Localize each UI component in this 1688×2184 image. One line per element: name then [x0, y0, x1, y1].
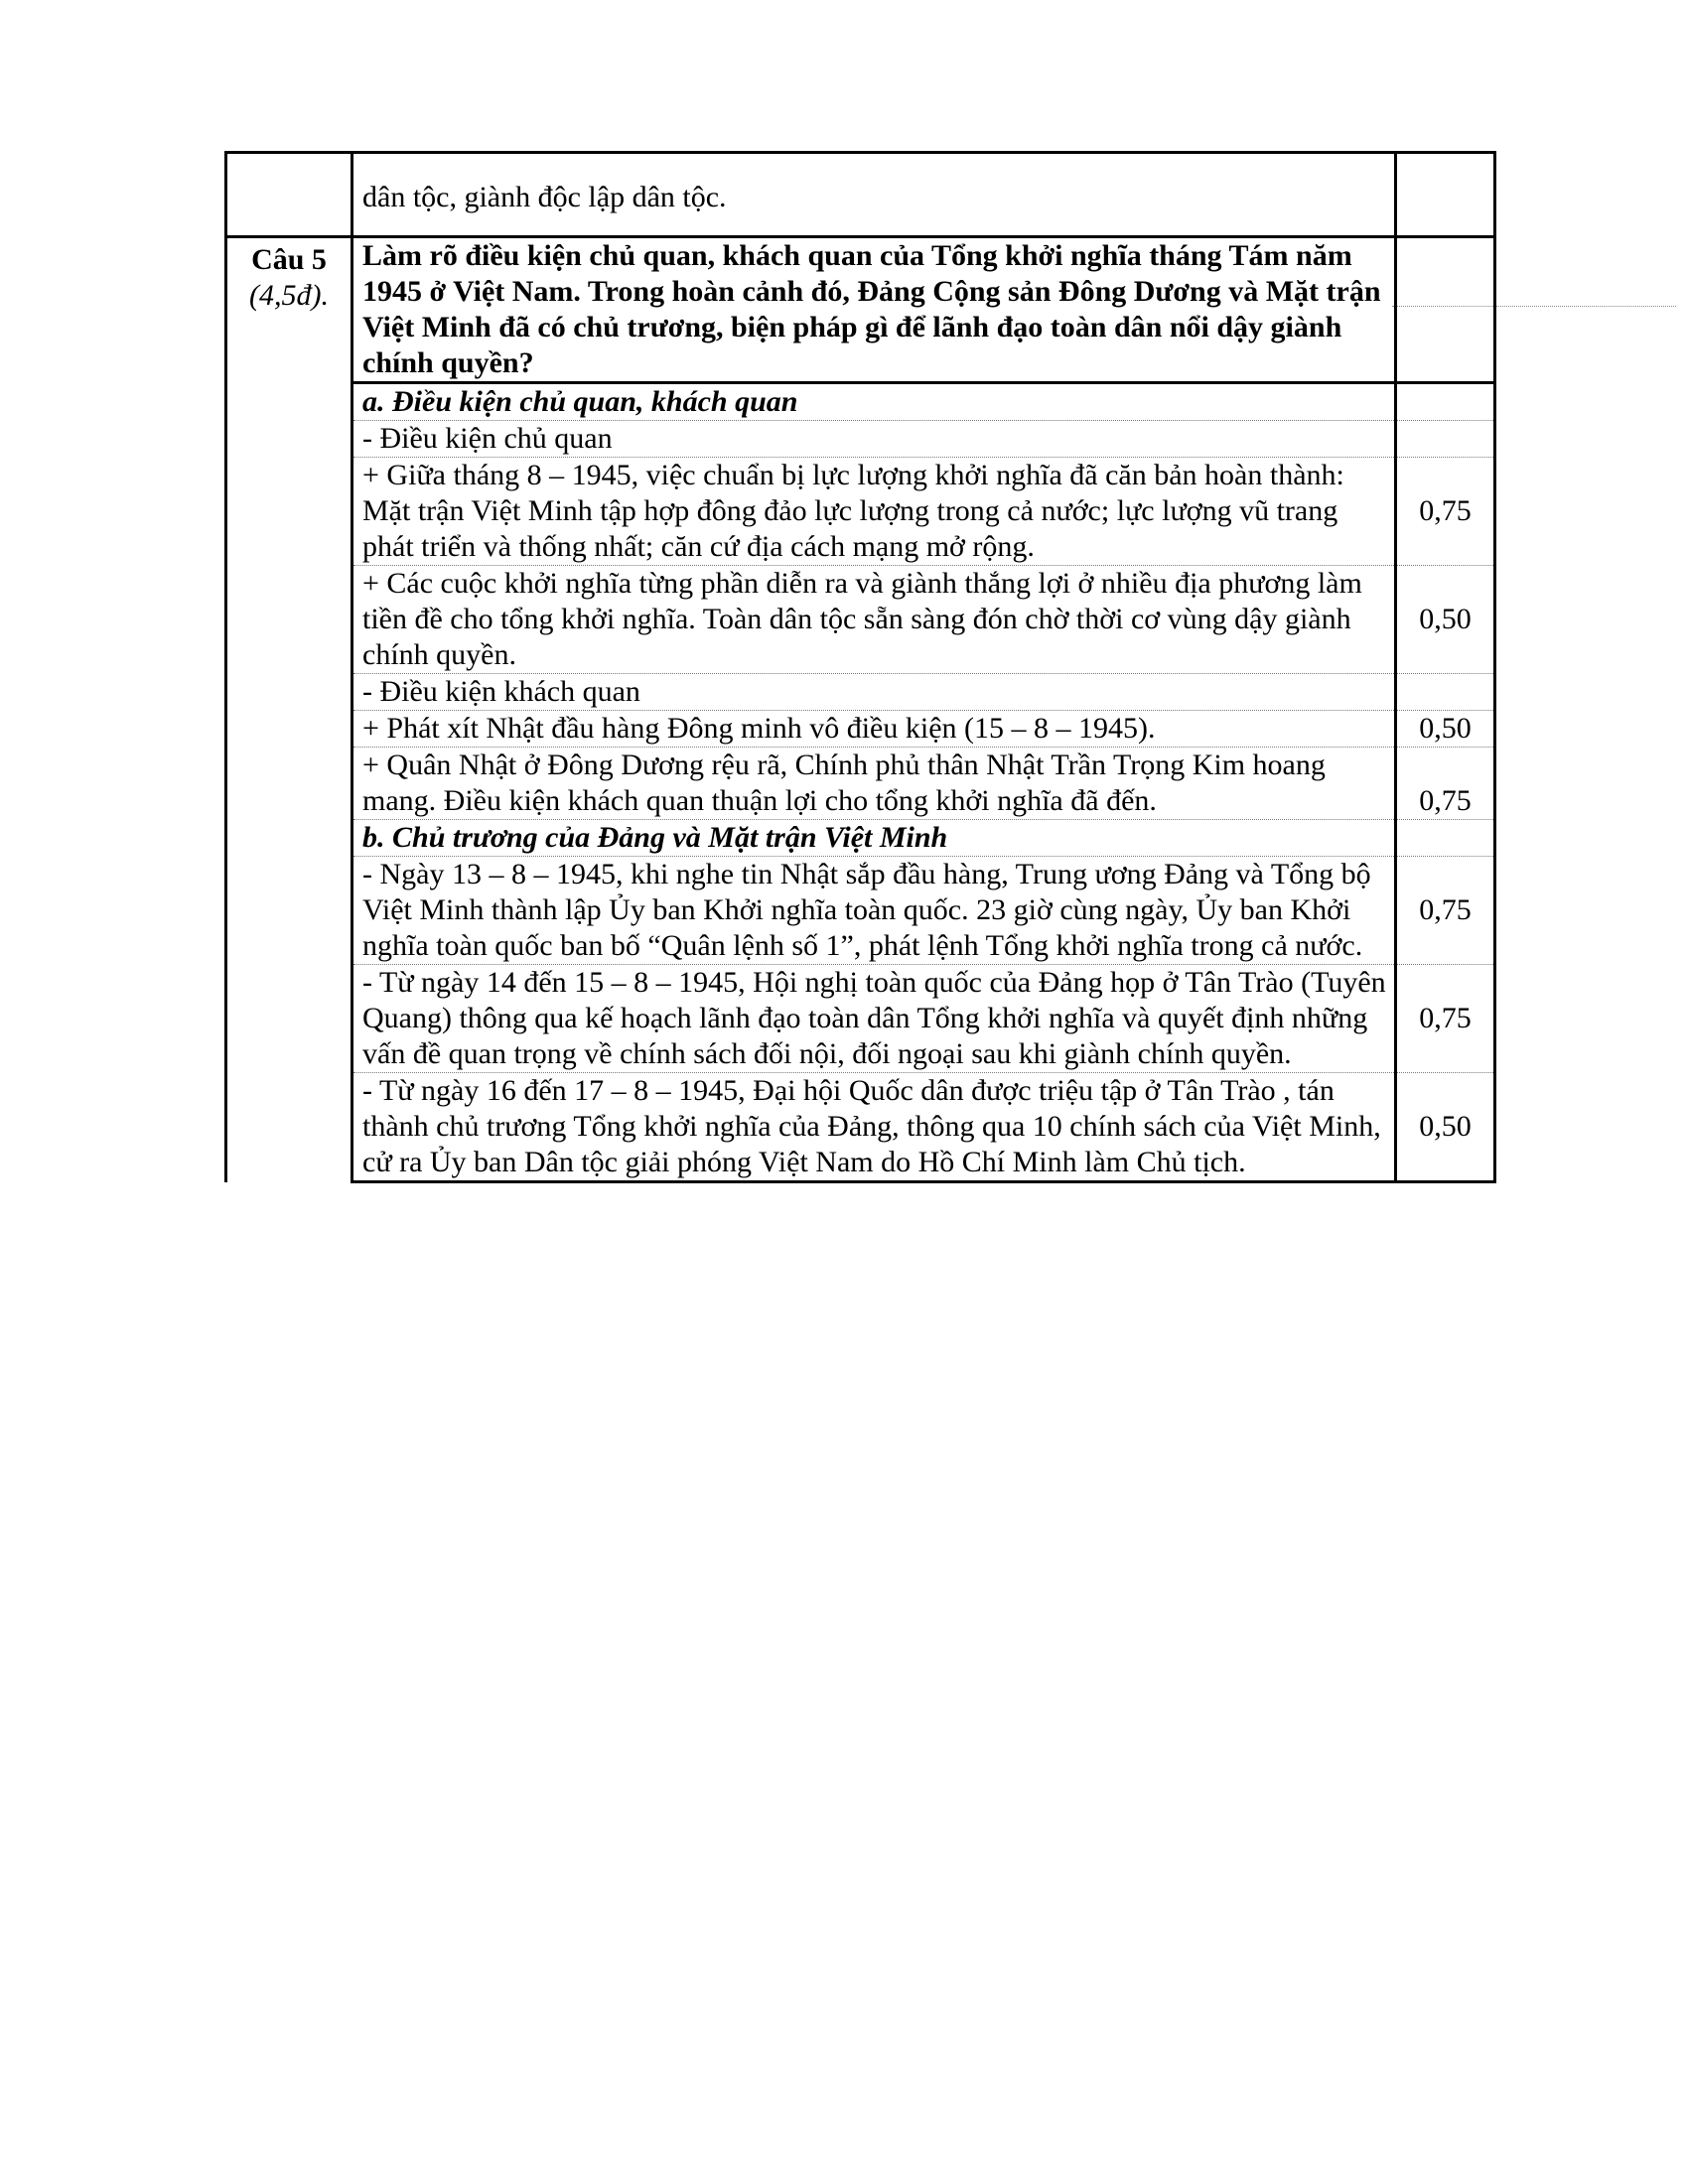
continuation-text: dân tộc, giành độc lập dân tộc.	[352, 153, 1396, 237]
answer-row	[226, 820, 1495, 857]
row-score: 0,50	[1396, 711, 1495, 748]
answer-text: + Quân Nhật ở Đông Dương rệu rã, Chính phủ thân Nhật Trần Trọng Kim hoang mang. Điều kiện khách quan thuận lợi cho tổng khởi nghĩa đã đến.	[352, 748, 1396, 820]
row-score: 0,75	[1396, 965, 1495, 1073]
answer-table	[224, 151, 1496, 1183]
answer-row	[226, 857, 1495, 965]
question-title: Làm rõ điều kiện chủ quan, khách quan của Tổng khởi nghĩa tháng Tám năm 1945 ở Việt Nam. Trong hoàn cảnh đó, Đảng Cộng sản Đông Dương và Mặt trận Việt Minh đã có chủ trương, biện pháp gì để lãnh đạo toàn dân nổi dậy giành chính quyền?	[352, 237, 1396, 383]
answer-row	[226, 383, 1495, 421]
score-cell-empty	[1396, 153, 1495, 237]
answer-text: - Từ ngày 16 đến 17 – 8 – 1945, Đại hội Quốc dân được triệu tập ở Tân Trào , tán thành chủ trương Tổng khởi nghĩa của Đảng, thông qua 10 chính sách của Việt Minh, cử ra Ủy ban Dân tộc giải phóng Việt Nam do Hồ Chí Minh làm Chủ tịch.	[352, 1073, 1396, 1182]
answer-row	[226, 566, 1495, 674]
answer-row	[226, 458, 1495, 566]
answer-row	[226, 748, 1495, 820]
section-heading-a: a. Điều kiện chủ quan, khách quan	[352, 383, 1396, 421]
question-points: (4,5đ).	[249, 279, 329, 312]
question-cell-empty	[226, 153, 352, 237]
row-score	[1396, 820, 1495, 857]
answer-text: - Từ ngày 14 đến 15 – 8 – 1945, Hội nghị toàn quốc của Đảng họp ở Tân Trào (Tuyên Quang) thông qua kế hoạch lãnh đạo toàn dân Tổng khởi nghĩa và quyết định những vấn đề quan trọng về chính sách đối nội, đối ngoại sau khi giành chính quyền.	[352, 965, 1396, 1073]
row-score: 0,50	[1396, 1073, 1495, 1182]
answer-text: + Phát xít Nhật đầu hàng Đông minh vô điều kiện (15 – 8 – 1945).	[352, 711, 1396, 748]
answer-text: - Điều kiện chủ quan	[352, 421, 1396, 458]
continuation-row	[226, 153, 1495, 237]
answer-text: + Giữa tháng 8 – 1945, việc chuẩn bị lực lượng khởi nghĩa đã căn bản hoàn thành: Mặt trận Việt Minh tập hợp đông đảo lực lượng trong cả nước; lực lượng vũ trang phát triển và thống nhất; căn cứ địa cách mạng mở rộng.	[352, 458, 1396, 566]
row-score: 0,75	[1396, 857, 1495, 965]
answer-row	[226, 674, 1495, 711]
question-number: Câu 5	[251, 243, 327, 276]
answer-row	[226, 965, 1495, 1073]
section-heading-b: b. Chủ trương của Đảng và Mặt trận Việt Minh	[352, 820, 1396, 857]
row-score	[1396, 674, 1495, 711]
row-score: 0,50	[1396, 566, 1495, 674]
answer-row	[226, 711, 1495, 748]
answer-text: - Ngày 13 – 8 – 1945, khi nghe tin Nhật sắp đầu hàng, Trung ương Đảng và Tổng bộ Việt Minh thành lập Ủy ban Khởi nghĩa toàn quốc. 23 giờ cùng ngày, Ủy ban Khởi nghĩa toàn quốc ban bố “Quân lệnh số 1”, phát lệnh Tổng khởi nghĩa trong cả nước.	[352, 857, 1396, 965]
answer-text: - Điều kiện khách quan	[352, 674, 1396, 711]
answer-row	[226, 1073, 1495, 1182]
row-score: 0,75	[1396, 748, 1495, 820]
row-score: 0,75	[1396, 458, 1495, 566]
answer-row	[226, 421, 1495, 458]
row-score	[1396, 383, 1495, 421]
row-score	[1396, 421, 1495, 458]
score-cell-empty	[1396, 237, 1495, 383]
question-label-cell	[226, 237, 352, 1182]
question-row	[226, 237, 1495, 383]
answer-text: + Các cuộc khởi nghĩa từng phần diễn ra và giành thắng lợi ở nhiều địa phương làm tiền đề cho tổng khởi nghĩa. Toàn dân tộc sẵn sàng đón chờ thời cơ vùng dậy giành chính quyền.	[352, 566, 1396, 674]
